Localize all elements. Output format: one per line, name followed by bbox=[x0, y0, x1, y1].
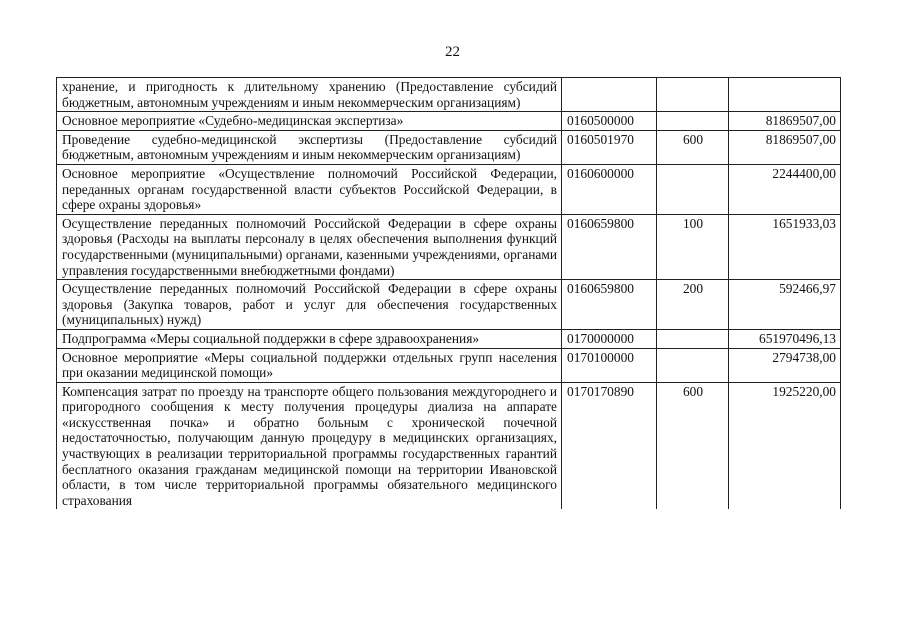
row-name: хранение, и пригодность к длительному хранению (Предоставление субсидий бюджетным, автономным учреждениям и иным некоммерческим организациям) bbox=[57, 78, 562, 112]
row-name: Осуществление переданных полномочий Российской Федерации в сфере охраны здоровья (Расходы на выплаты персоналу в целях обеспечения выполнения функций государственными (муниципальными) органами, казенными учреждениями, органами управления государственными внебюджетными фондами) bbox=[57, 214, 562, 279]
row-code: 0170000000 bbox=[562, 329, 657, 348]
budget-table bbox=[56, 77, 841, 509]
row-expense-type bbox=[657, 112, 729, 131]
row-name: Основное мероприятие «Судебно-медицинская экспертиза» bbox=[57, 112, 562, 131]
row-code: 0160501970 bbox=[562, 130, 657, 164]
page-number: 22 bbox=[445, 44, 460, 60]
row-name: Основное мероприятие «Меры социальной поддержки отдельных групп населения при оказании медицинской помощи» bbox=[57, 348, 562, 382]
row-code: 0160600000 bbox=[562, 164, 657, 214]
row-name: Подпрограмма «Меры социальной поддержки в сфере здравоохранения» bbox=[57, 329, 562, 348]
row-code: 0160659800 bbox=[562, 280, 657, 330]
table-row bbox=[57, 329, 841, 348]
row-sum: 2794738,00 bbox=[729, 348, 841, 382]
row-sum: 1651933,03 bbox=[729, 214, 841, 279]
row-sum: 81869507,00 bbox=[729, 130, 841, 164]
row-code: 0170100000 bbox=[562, 348, 657, 382]
table-row bbox=[57, 112, 841, 131]
row-sum: 1925220,00 bbox=[729, 382, 841, 509]
row-expense-type bbox=[657, 164, 729, 214]
row-expense-type bbox=[657, 329, 729, 348]
row-expense-type: 600 bbox=[657, 130, 729, 164]
row-name: Проведение судебно-медицинской экспертизы (Предоставление субсидий бюджетным, автономным учреждениям и иным некоммерческим организациям) bbox=[57, 130, 562, 164]
table-row bbox=[57, 130, 841, 164]
row-expense-type: 200 bbox=[657, 280, 729, 330]
row-sum bbox=[729, 78, 841, 112]
table-row bbox=[57, 348, 841, 382]
table-row bbox=[57, 214, 841, 279]
row-expense-type bbox=[657, 78, 729, 112]
row-code bbox=[562, 78, 657, 112]
table-row bbox=[57, 78, 841, 112]
row-expense-type: 600 bbox=[657, 382, 729, 509]
row-name: Основное мероприятие «Осуществление полномочий Российской Федерации, переданных органам государственной власти субъектов Российской Федерации, в сфере охраны здоровья» bbox=[57, 164, 562, 214]
row-code: 0170170890 bbox=[562, 382, 657, 509]
row-name: Осуществление переданных полномочий Российской Федерации в сфере охраны здоровья (Закупка товаров, работ и услуг для обеспечения государственных (муниципальных) нужд) bbox=[57, 280, 562, 330]
table-row bbox=[57, 382, 841, 509]
table-row bbox=[57, 280, 841, 330]
page-bottom-margin bbox=[0, 583, 905, 640]
row-expense-type bbox=[657, 348, 729, 382]
row-code: 0160659800 bbox=[562, 214, 657, 279]
row-sum: 81869507,00 bbox=[729, 112, 841, 131]
row-sum: 592466,97 bbox=[729, 280, 841, 330]
row-code: 0160500000 bbox=[562, 112, 657, 131]
row-expense-type: 100 bbox=[657, 214, 729, 279]
row-sum: 651970496,13 bbox=[729, 329, 841, 348]
row-sum: 2244400,00 bbox=[729, 164, 841, 214]
table-row bbox=[57, 164, 841, 214]
row-name: Компенсация затрат по проезду на транспорте общего пользования междугороднего и пригородного сообщения к месту получения процедуры диализа на аппарате «искусственная почка» и обратно больным с хронической почечной недостаточностью, получающим данную процедуру в медицинских организациях, участвующих в реализации территориальной программы государственных гарантий бесплатного оказания гражданам медицинской помощи на территории Ивановской области, в том числе территориальной программы обязательного медицинского страхования bbox=[57, 382, 562, 509]
